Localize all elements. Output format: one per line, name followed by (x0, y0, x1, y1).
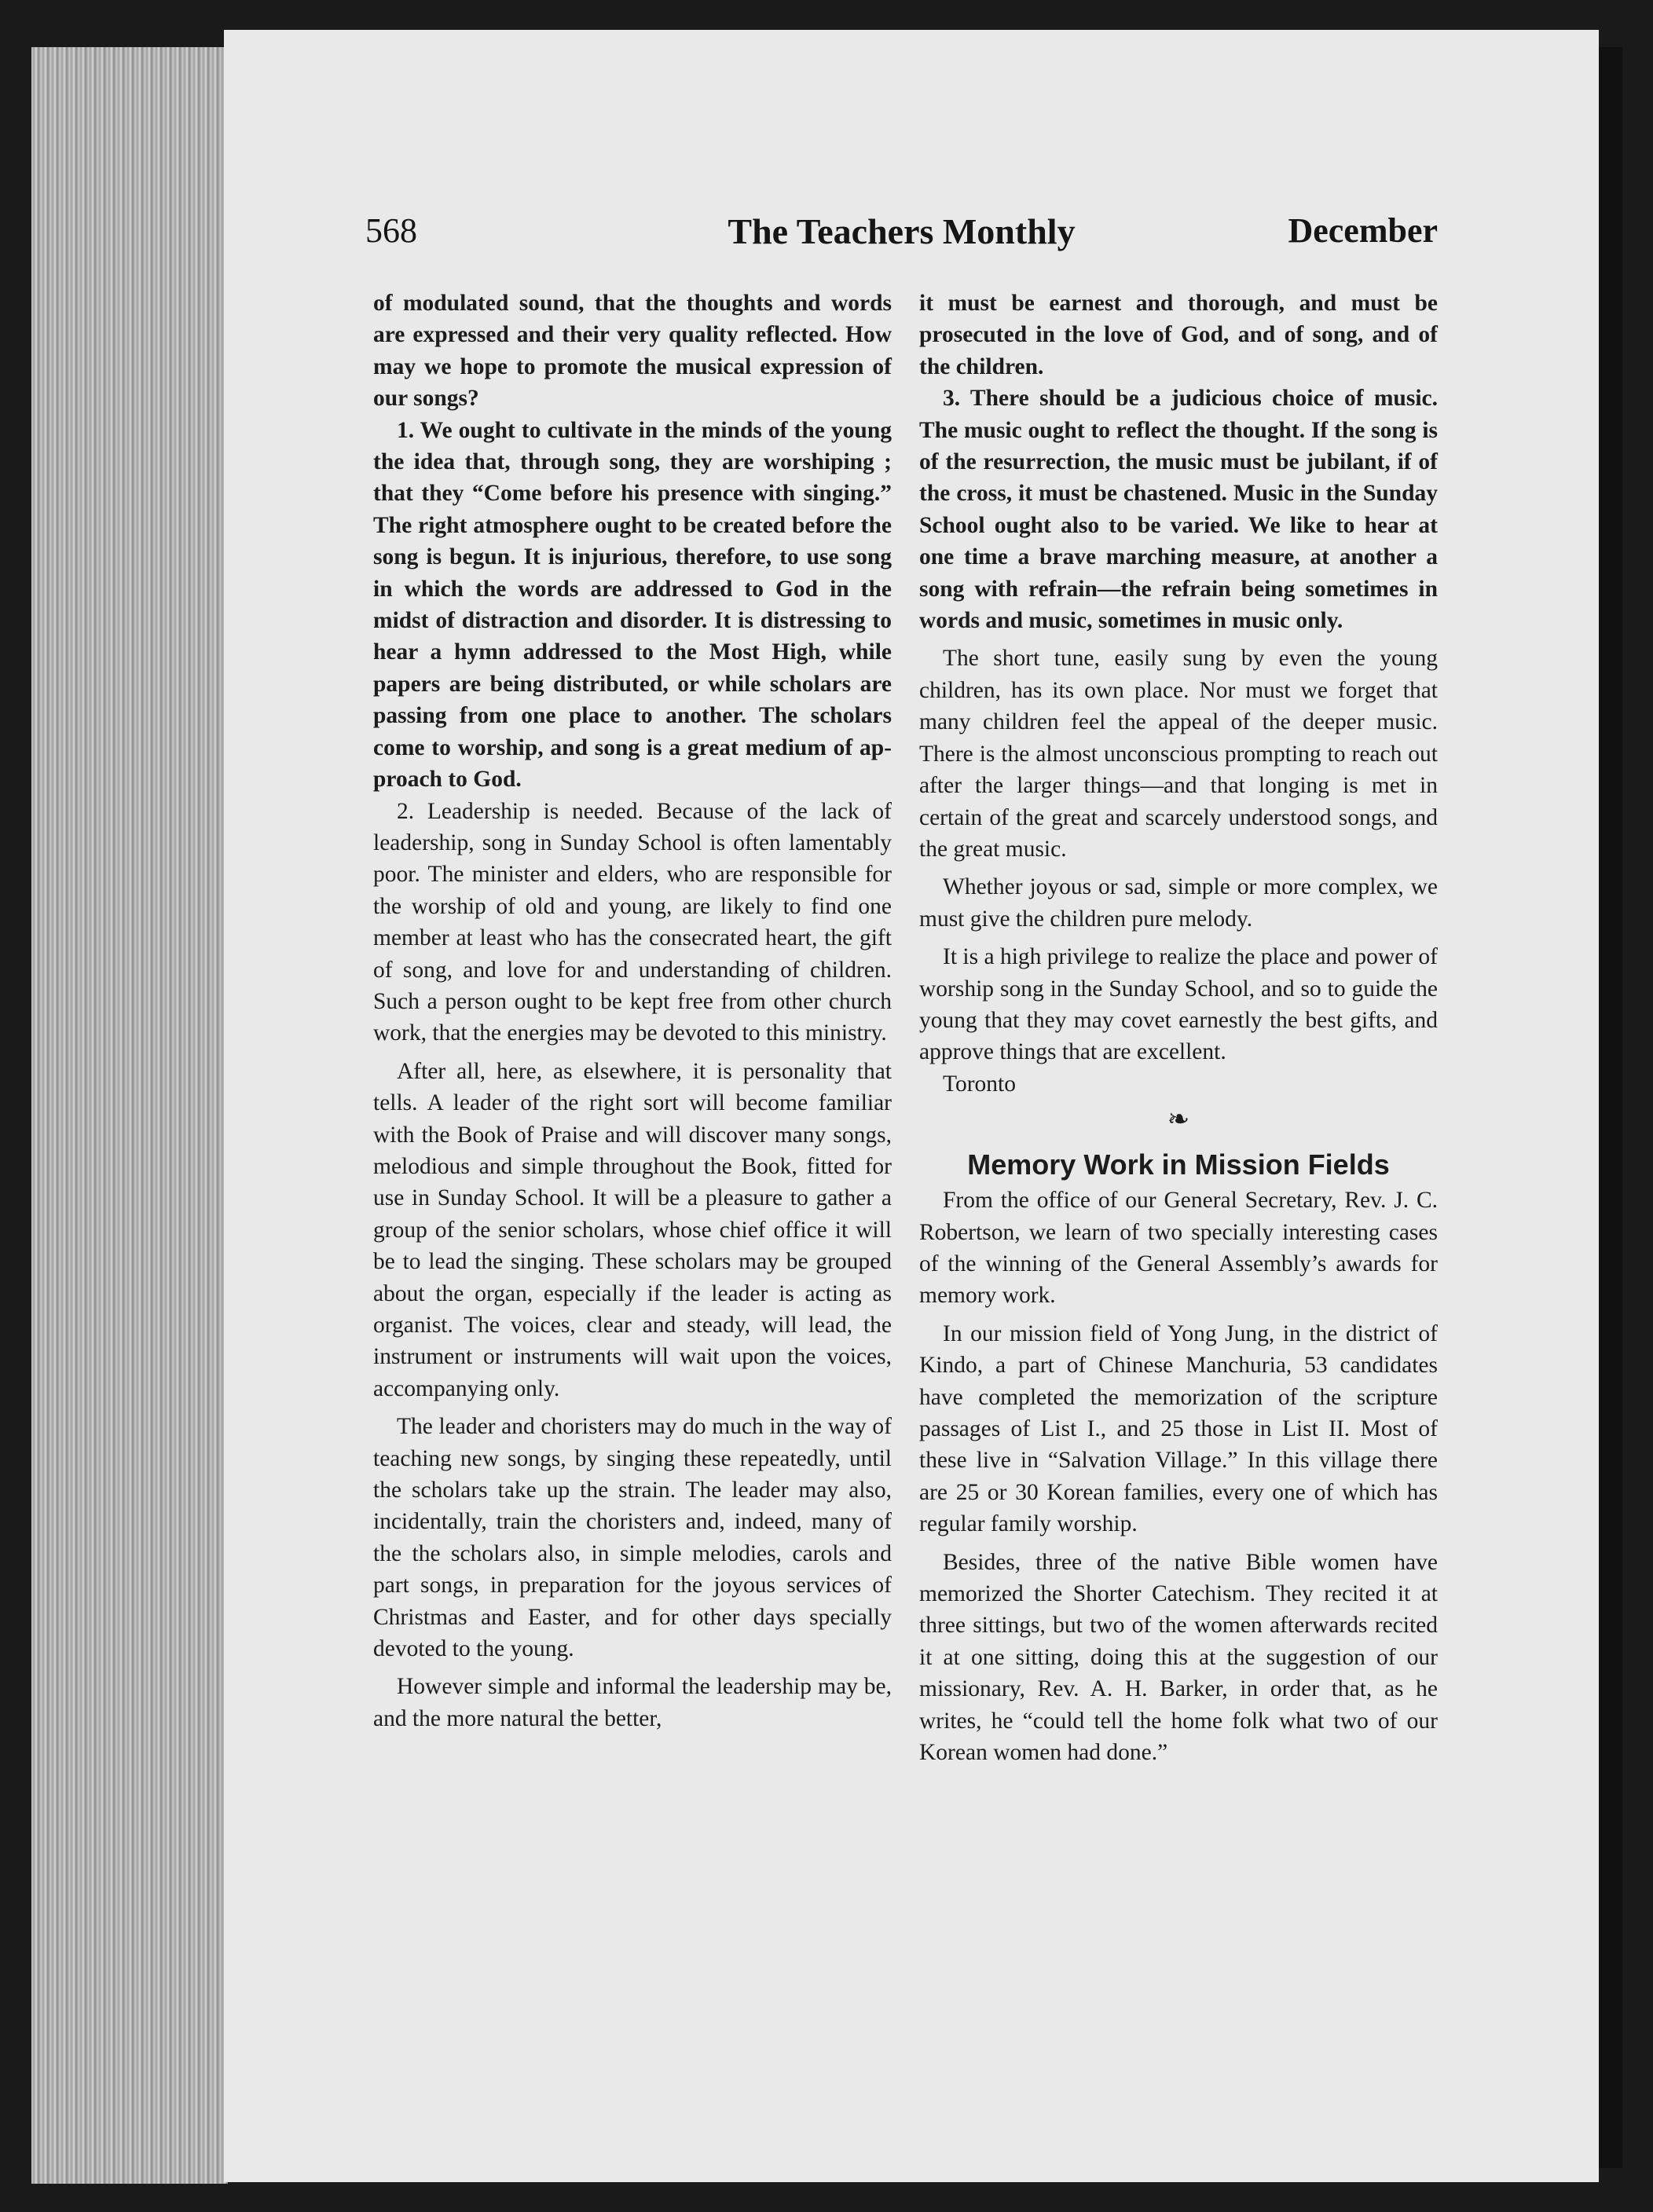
book-page-edges (31, 47, 228, 2184)
journal-title: The Teachers Monthly (728, 211, 1076, 251)
right-column (919, 287, 1438, 1768)
paragraph: it must be earnest and thorough, and must be prosecuted in the love of God, and of song, and of the children. (919, 291, 1438, 379)
paragraph: From the office of our General Secretary, Rev. J. C. Robertson, we learn of two specially interesting cases of the winning of the General Assembly’s awards for memory work. (919, 1188, 1438, 1309)
section-heading: Memory Work in Mission Fields (967, 1148, 1390, 1181)
paragraph: 3. There should be a judicious choice of music. The music ought to reflect the thought. If the song is of the resurrection, the music must be jubilant, if of the cross, it must be chastened. Music in the Sunday School ought also to be varied. We like to hear at one time a brave marching measure, at another a song with refrain—the refrain being sometimes in words and music, sometimes in music only. (919, 386, 1438, 634)
signoff-place: Toronto (943, 1071, 1016, 1097)
facing-page-shadow (1599, 47, 1622, 2168)
paragraph: Whether joyous or sad, simple or more complex, we must give the children pure melody. (919, 874, 1438, 932)
paragraph: The short tune, easily sung by even the young children, has its own place. Nor must we forget that many children feel the appeal of the deeper music. There is the almost unconscious prompting to reach out after the larger things—and that longing is met in certain of the great and scarcely understood songs, and the great music. (919, 646, 1438, 862)
issue-month: December (1288, 211, 1438, 250)
paragraph: It is a high privilege to realize the place and power of worship song in the Sunday School, and so to guide the young that they may covet earnestly the best gifts, and approve things that are excellent. (919, 944, 1438, 1065)
paragraph: However simple and informal the leadership may be, and the more natural the better, (373, 1674, 892, 1731)
paragraph: 2. Leadership is needed. Because of the lack of leadership, song in Sunday School is often lamentably poor. The minister and elders, who are responsible for the worship of old and young, are likely to find one member at least who has the consecrated heart, the gift of song, and love for and understanding of children. Such a person ought to be kept free from other church work, that the energies may be devoted to this ministry. (373, 798, 892, 1046)
paragraph: After all, here, as elsewhere, it is personality that tells. A leader of the right sort will become familiar with the Book of Praise and will discover many songs, melodious and simple throughout the Book, fitted for use in Sunday School. It will be a pleasure to gather a group of the senior scholars, whose chief office it will be to lead the singing. These scholars may be grouped about the organ, especially if the leader is acting as organist. The voices, clear and steady, will lead, the instrument or instruments will wait upon the voices, accompanying only. (373, 1058, 892, 1401)
paragraph: of modulated sound, that the thoughts and words are expressed and their very quality reflected. How may we hope to promote the musical expression of our songs? (373, 291, 892, 412)
paragraph: Besides, three of the native Bible women have memorized the Shorter Catechism. They recited it at three sittings, but two of the women afterwards recited it at one sitting, doing this at the suggestion of our missionary, Rev. A. H. Barker, in order that, as he writes, he “could tell the home folk what two of our Korean women had done.” (919, 1549, 1438, 1766)
ornament-icon: ❧ (1167, 1105, 1190, 1135)
running-header (365, 211, 1438, 266)
paragraph: The leader and choristers may do much in the way of teaching new songs, by singing these repeatedly, until the scholars take up the strain. The leader may also, incidentally, train the choristers and, indeed, many of the the scholars also, in simple melodies, carols and part songs, in preparation for the joyous services of Christmas and Easter, and for other days specially devoted to the young. (373, 1414, 892, 1662)
page-number: 568 (365, 211, 417, 250)
left-column (373, 287, 892, 1734)
paragraph: In our mission field of Yong Jung, in the district of Kindo, a part of Chinese Manchuria, 53 candidates have completed the memorization of the scripture passages of List I., and 25 those in List II. Most of these live in “Salvation Village.” In this village there are 25 or 30 Korean families, every one of which has regular family worship. (919, 1320, 1438, 1537)
paragraph: 1. We ought to cultivate in the minds of the young the idea that, through song, they are worshiping ; that they “Come before his presence with singing.” The right atmosphere ought to be created before the song is begun. It is injurious, therefore, to use song in which the words are addressed to God in the midst of distraction and disorder. It is distressing to hear a hymn addressed to the Most High, while papers are being distributed, or while scholars are passing from one place to another. The scholars come to worship, and song is a great medium of approach to God. (373, 417, 892, 793)
